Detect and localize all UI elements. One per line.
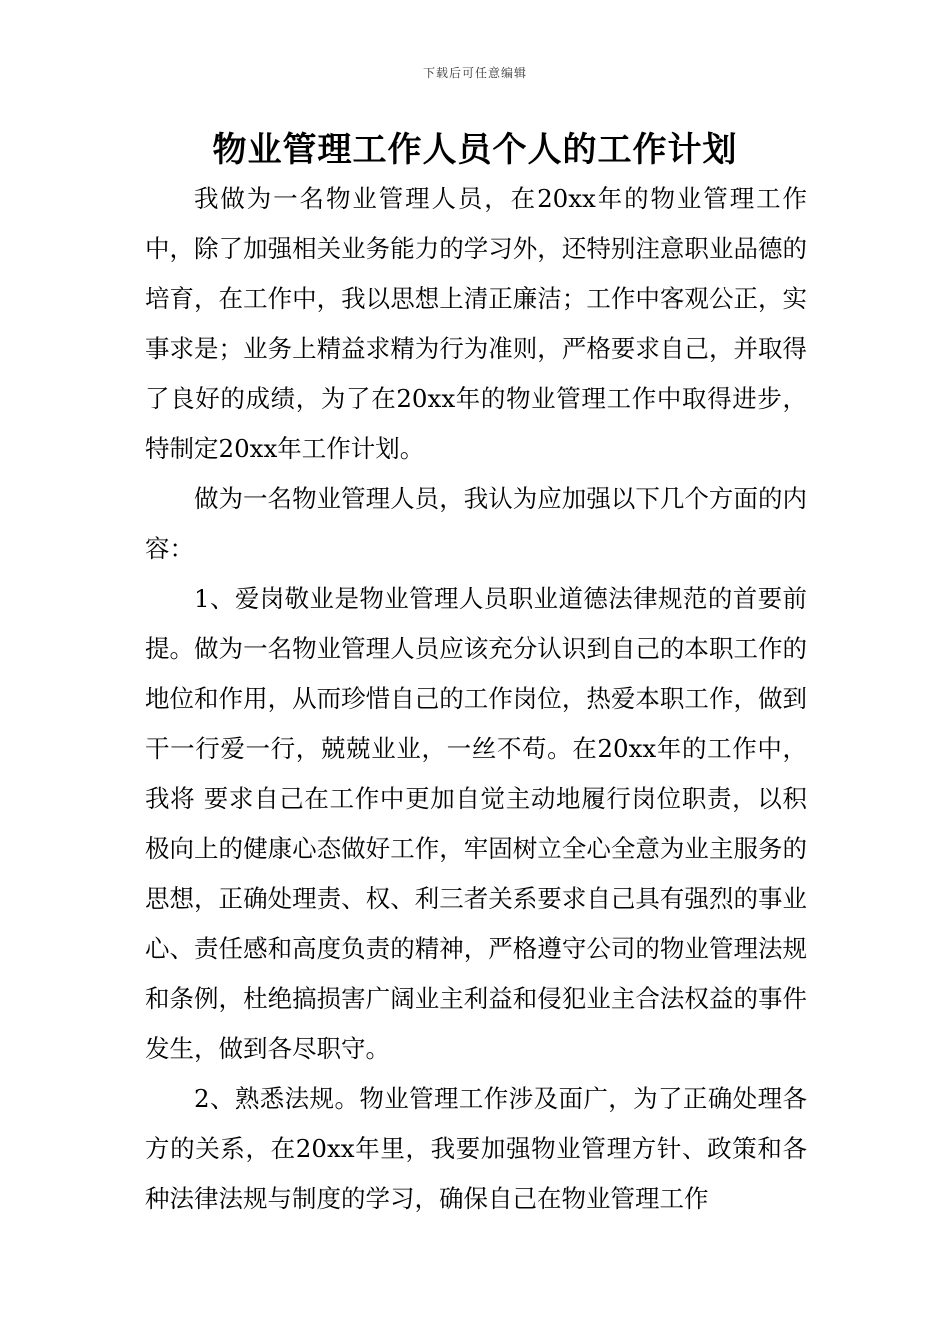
paragraph-point-1: 1、爱岗敬业是物业管理人员职业道德法律规范的首要前提。做为一名物业管理人员应该充分认识到自己的本职工作的地位和作用，从而珍惜自己的工作岗位，热爱本职工作，做到干一行爱一行，兢兢业业，一丝不苟。在20xx年的工作中，我将 要求自己在工作中更加自觉主动地履行岗位职责，以积极向上的健康心态做好工作，牢固树立全心全意为业主服务的思想，正确处理责、权、利三者关系要求自己具有强烈的事业心、责任感和高度负责的精神，严格遵守公司的物业管理法规和条例，杜绝搞损害广阔业主利益和侵犯业主合法权益的事件发生，做到各尽职守。 [145,584,807,1063]
header-note: 下载后可任意编辑 [422,66,527,80]
paragraph-point-2: 2、熟悉法规。物业管理工作涉及面广，为了正确处理各方的关系，在20xx年里，我要加强物业管理方针、政策和各种法律法规与制度的学习，确保自己在物业管理工作 [145,1084,807,1213]
document-title: 物业管理工作人员个人的工作计划 [212,130,738,170]
paragraph-intro: 我做为一名物业管理人员，在20xx年的物业管理工作中，除了加强相关业务能力的学习外，还特别注意职业品德的培育，在工作中，我以思想上清正廉洁；工作中客观公正，实事求是；业务上精益求精为行为准则，严格要求自己，并取得了良好的成绩，为了在20xx年的物业管理工作中取得进步，特制定20xx年工作计划。 [145,184,807,463]
paragraph-aspects: 做为一名物业管理人员，我认为应加强以下几个方面的内容： [145,484,807,563]
document-body [145,174,807,1224]
